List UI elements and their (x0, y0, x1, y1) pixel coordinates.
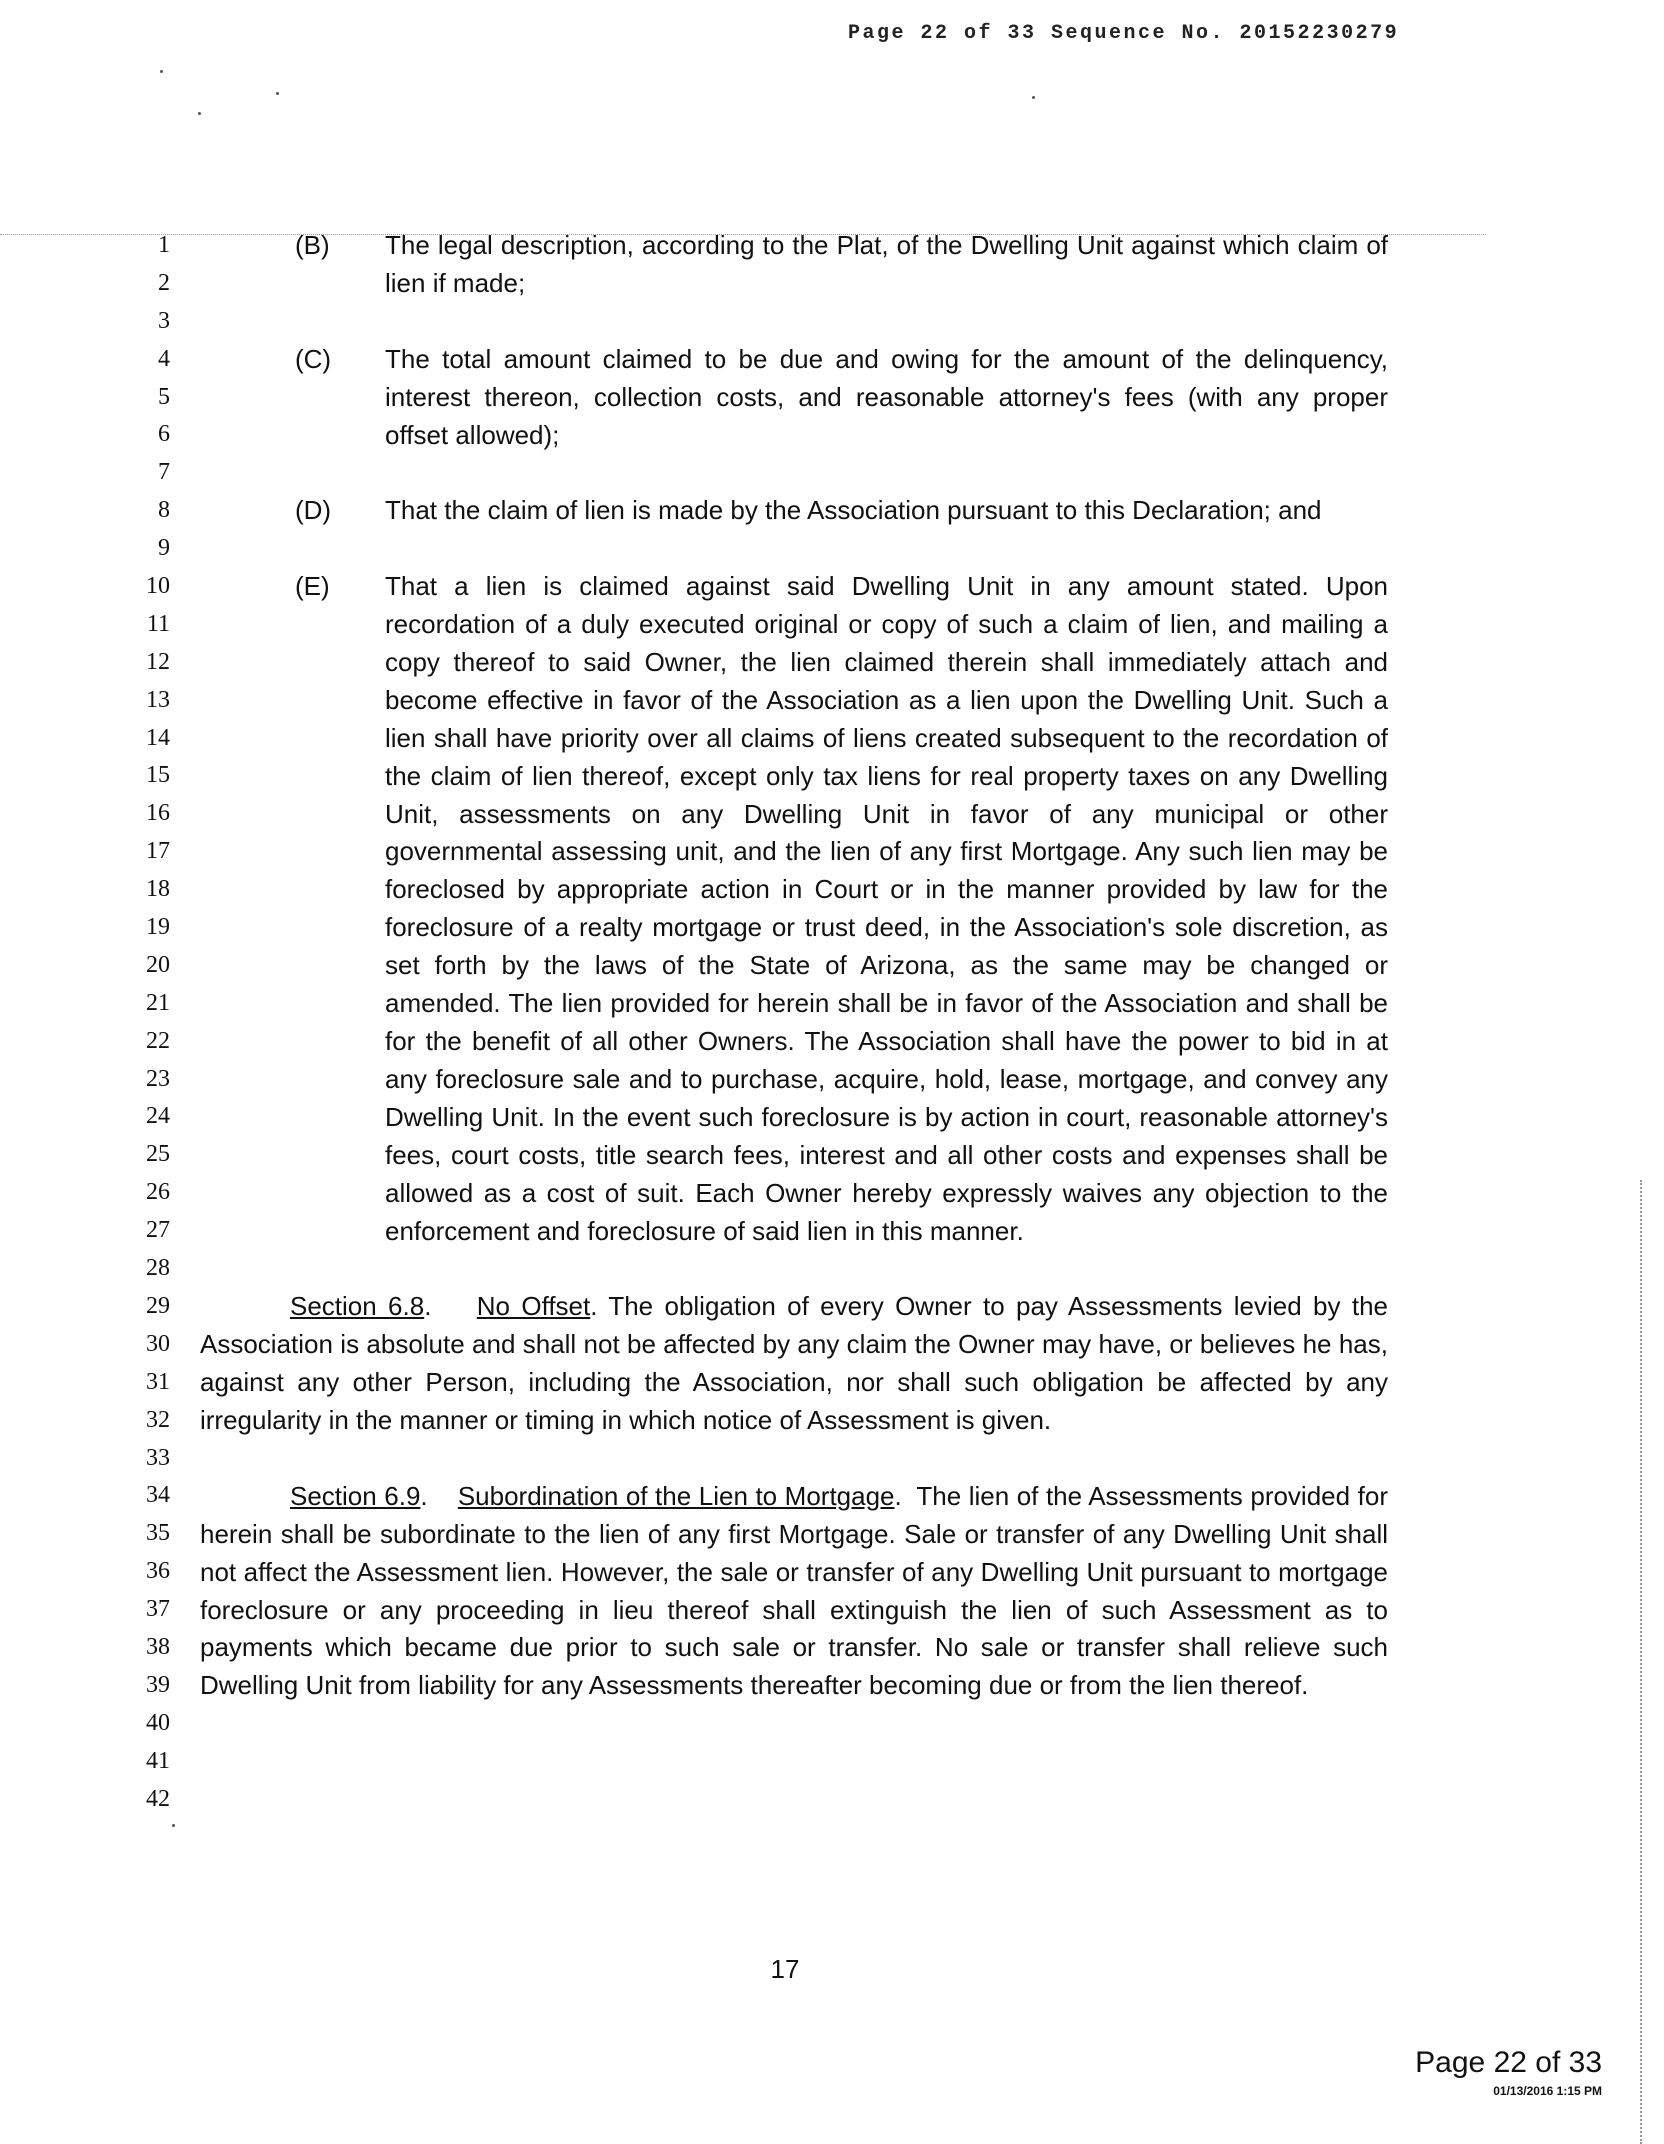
line-number: 42 (146, 1785, 170, 1812)
line-number: 24 (146, 1103, 170, 1130)
item-text: The total amount claimed to be due and owing for the amount of the delinquency, interest thereon, collection costs, and reasonable attorney's fees (with any proper offset allowed); (385, 343, 1388, 450)
lien-item-d (200, 492, 1388, 530)
line-number: 23 (146, 1065, 170, 1092)
item-text: That the claim of lien is made by the Association pursuant to this Declaration; and (385, 495, 1322, 526)
line-number: 10 (146, 573, 170, 600)
line-number: 31 (146, 1368, 170, 1395)
line-number: 6 (158, 421, 170, 448)
item-text: The legal description, according to the Plat, of the Dwelling Unit against which claim of lien if made; (385, 230, 1388, 298)
scan-speck (1032, 96, 1035, 99)
item-label: (D) (295, 495, 332, 526)
scan-speck (198, 112, 201, 115)
line-number: 18 (146, 876, 170, 903)
section-title: Subordination of the Lien to Mortgage (457, 1480, 895, 1511)
line-number: 14 (146, 724, 170, 751)
section-title: No Offset (476, 1291, 591, 1322)
section-6-9: Section 6.9. Subordination of the Lien to Mortgage. The lien of the Assessments provided for herein shall be subordinate to the lien of any first Mortgage. Sale or transfer of any Dwelling Unit shall not affect the Assessment lien. However, the sale or transfer of any Dwelling Unit pursuant to mortgage foreclosure or any proceeding in lieu thereof shall extinguish the lien of such Assessment as to payments which became due prior to such sale or transfer. No sale or transfer shall relieve such Dwelling Unit from liability for any Assessments thereafter becoming due or from the lien thereof. (200, 1480, 1388, 1701)
line-number: 20 (146, 951, 170, 978)
line-number: 17 (146, 838, 170, 865)
line-number: 41 (146, 1747, 170, 1774)
line-number: 2 (158, 269, 170, 296)
line-number: 36 (146, 1558, 170, 1585)
item-text: That a lien is claimed against said Dwelling Unit in any amount stated. Upon recordation of a duly executed original or copy of such a claim of lien, and mailing a copy thereof to said Owner, the lien claimed therein shall immediately attach and become effective in favor of the Association as a lien upon the Dwelling Unit. Such a lien shall have priority over all claims of liens created subsequent to the recordation of the claim of lien thereof, except only tax liens for real property taxes on any Dwelling Unit, assessments on any Dwelling Unit in favor of any municipal or other governmental assessing unit, and the lien of any first Mortgage. Any such lien may be foreclosed by appropriate action in Court or in the manner provided by law for the foreclosure of a realty mortgage or trust deed, in the Association's sole discretion, as set forth by the laws of the State of Arizona, as the same may be changed or amended. The lien provided for herein shall be in favor of the Association and shall be for the benefit of all other Owners. The Association shall have the power to bid in at any foreclosure sale and to purchase, acquire, hold, lease, mortgage, and convey any Dwelling Unit. In the event such foreclosure is by action in court, reasonable attorney's fees, court costs, title search fees, interest and all other costs and expenses shall be allowed as a cost of suit. Each Owner hereby expressly waives any objection to the enforcement and foreclosure of said lien in this manner. (385, 571, 1388, 1246)
line-number: 11 (146, 610, 170, 637)
section-text: The obligation of every Owner to pay Assessments levied by the Association is absolute and shall not be affected by any claim the Owner may have, or believes he has, against any other Person, including the Association, nor shall such obligation be affected by any irregularity in the manner or timing in which notice of Assessment is given. (200, 1291, 1388, 1436)
lien-item-b (200, 227, 1388, 303)
item-label: (E) (295, 571, 330, 602)
item-label: (B) (295, 230, 330, 260)
line-number: 29 (146, 1292, 170, 1319)
line-number-column (110, 227, 170, 1818)
line-number: 26 (146, 1179, 170, 1206)
line-number: 15 (146, 762, 170, 789)
document-body (200, 227, 1388, 1705)
line-number: 13 (146, 686, 170, 713)
section-text: The lien of the Assessments provided for herein shall be subordinate to the lien of any first Mortgage. Sale or transfer of any Dwelling Unit shall not affect the Assessment lien. However, the sale or transfer of any Dwelling Unit pursuant to mortgage foreclosure or any proceeding in lieu thereof shall extinguish the lien of such Assessment as to payments which became due prior to such sale or transfer. No sale or transfer shall relieve such Dwelling Unit from liability for any Assessments thereafter becoming due or from the lien thereof. (200, 1480, 1388, 1701)
line-number: 3 (158, 307, 170, 334)
line-number: 34 (146, 1482, 170, 1509)
lien-item-c (200, 341, 1388, 455)
line-number: 37 (146, 1596, 170, 1623)
line-number: 25 (146, 1141, 170, 1168)
line-number: 16 (146, 800, 170, 827)
section-number: Section 6.9 (290, 1480, 421, 1511)
scan-edge (1640, 1180, 1642, 2144)
scan-speck (276, 92, 279, 95)
line-number: 8 (158, 497, 170, 524)
recording-stamp (1415, 2046, 1602, 2098)
line-number: 27 (146, 1217, 170, 1244)
line-number: 1 (158, 232, 170, 258)
line-number: 5 (158, 383, 170, 410)
lien-item-e (200, 568, 1388, 1250)
page-number: 17 (770, 1954, 800, 1984)
section-number: Section 6.8 (290, 1291, 425, 1322)
recording-header: Page 22 of 33 Sequence No. 20152230279 (848, 22, 1400, 45)
line-number: 22 (146, 1027, 170, 1054)
line-number: 38 (146, 1633, 170, 1660)
line-number: 35 (146, 1520, 170, 1547)
line-number: 21 (146, 989, 170, 1016)
line-number: 7 (158, 459, 170, 486)
stamp-page-label: Page 22 of 33 (1415, 2046, 1602, 2079)
line-number: 12 (146, 648, 170, 675)
line-number: 39 (146, 1671, 170, 1698)
line-number: 19 (146, 914, 170, 941)
section-6-8: Section 6.8. No Offset. The obligation of every Owner to pay Assessments levied by the Association is absolute and shall not be affected by any claim the Owner may have, or believes he has, against any other Person, including the Association, nor shall such obligation be affected by any irregularity in the manner or timing in which notice of Assessment is given. (200, 1291, 1388, 1436)
scan-speck (172, 1824, 175, 1827)
stamp-date-time: 01/13/2016 1:15 PM (1493, 2084, 1602, 2098)
line-number: 40 (146, 1709, 170, 1736)
line-number: 4 (158, 345, 170, 372)
line-number: 9 (158, 535, 170, 562)
line-number: 32 (146, 1406, 170, 1433)
line-number: 33 (146, 1444, 170, 1471)
item-label: (C) (295, 343, 332, 374)
line-number: 30 (146, 1330, 170, 1357)
line-number: 28 (146, 1255, 170, 1282)
scan-speck (160, 70, 163, 73)
